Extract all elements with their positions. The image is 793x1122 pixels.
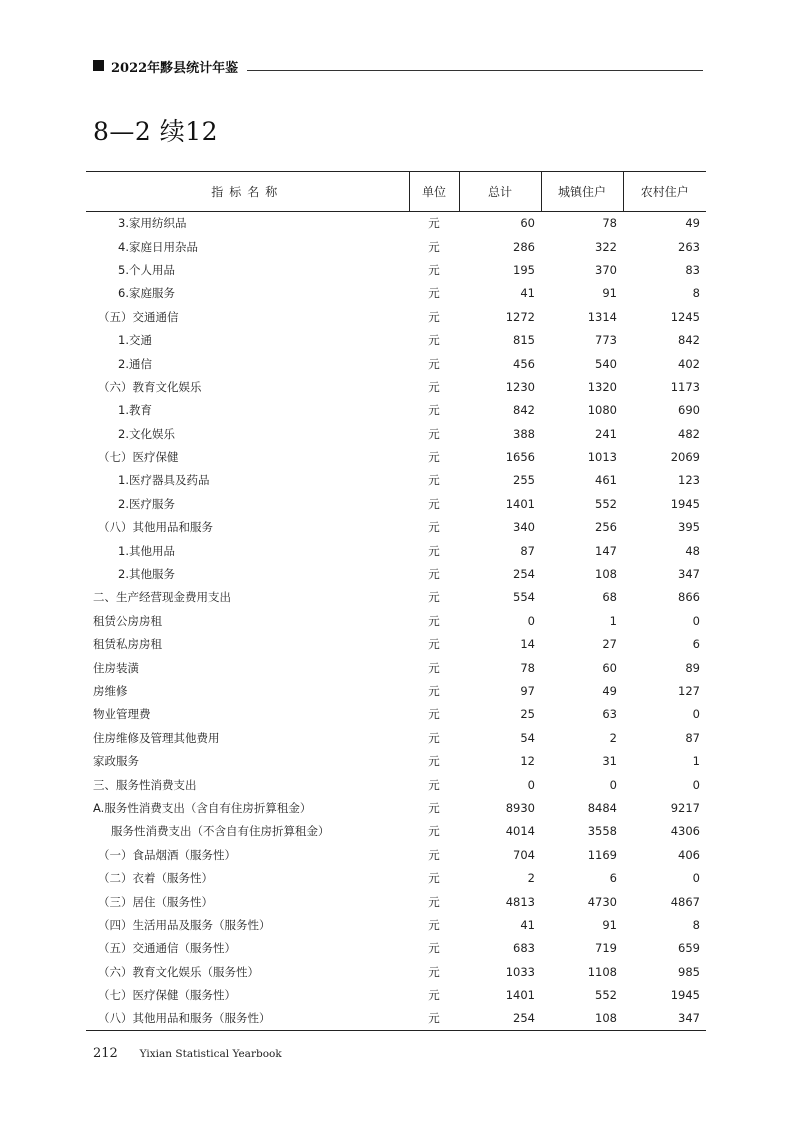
row-unit: 元 <box>428 754 440 769</box>
row-total: 4014 <box>505 824 535 839</box>
row-rural: 48 <box>685 543 700 558</box>
row-total: 340 <box>513 520 535 535</box>
row-total: 14 <box>520 637 535 652</box>
row-name: 2.通信 <box>118 356 152 371</box>
row-name: 1.交通 <box>118 333 152 348</box>
row-urban: 1013 <box>587 450 617 465</box>
row-rural: 347 <box>678 567 700 582</box>
row-unit: 元 <box>428 356 440 371</box>
row-urban: 68 <box>602 590 617 605</box>
table-row <box>86 516 706 539</box>
data-table <box>86 171 706 1031</box>
row-urban: 8484 <box>587 800 617 815</box>
row-total: 286 <box>513 239 535 254</box>
row-urban: 540 <box>595 356 617 371</box>
row-total: 2 <box>527 871 535 886</box>
row-urban: 63 <box>602 707 617 722</box>
row-total: 1656 <box>505 450 535 465</box>
table-title: 8—2 续12 <box>93 117 219 146</box>
row-rural: 1245 <box>670 309 700 324</box>
row-total: 87 <box>520 543 535 558</box>
row-total: 1401 <box>505 496 535 511</box>
row-name: （五）交通通信（服务性） <box>98 941 236 956</box>
row-unit: 元 <box>428 894 440 909</box>
row-urban: 773 <box>595 333 617 348</box>
row-urban: 91 <box>602 917 617 932</box>
row-unit: 元 <box>428 567 440 582</box>
row-total: 0 <box>527 777 535 792</box>
table-row <box>86 492 706 515</box>
table-row <box>86 539 706 562</box>
row-rural: 866 <box>678 590 700 605</box>
table-row <box>86 633 706 656</box>
row-name: 2.文化娱乐 <box>118 426 175 441</box>
table-row <box>86 913 706 936</box>
row-rural: 1 <box>692 754 700 769</box>
row-urban: 147 <box>595 543 617 558</box>
row-unit: 元 <box>428 286 440 301</box>
row-total: 41 <box>520 917 535 932</box>
row-name: （二）衣着（服务性） <box>98 871 213 886</box>
row-unit: 元 <box>428 379 440 394</box>
row-name: 租赁私房房租 <box>93 637 162 652</box>
row-rural: 8 <box>692 917 700 932</box>
row-total: 54 <box>520 730 535 745</box>
table-row <box>86 656 706 679</box>
row-name: （七）医疗保健 <box>98 450 179 465</box>
row-name: 住房装潢 <box>93 660 139 675</box>
row-rural: 49 <box>685 216 700 231</box>
row-rural: 1945 <box>670 496 700 511</box>
row-urban: 552 <box>595 988 617 1003</box>
row-rural: 6 <box>692 637 700 652</box>
table-body <box>86 212 706 1031</box>
row-name: 物业管理费 <box>93 707 151 722</box>
row-name: 1.其他用品 <box>118 543 175 558</box>
row-name: （六）教育文化娱乐 <box>98 379 202 394</box>
row-urban: 0 <box>609 777 617 792</box>
row-total: 0 <box>527 613 535 628</box>
row-rural: 659 <box>678 941 700 956</box>
row-total: 195 <box>513 262 535 277</box>
table-row <box>86 796 706 819</box>
table-row <box>86 890 706 913</box>
row-rural: 1173 <box>670 379 700 394</box>
row-total: 25 <box>520 707 535 722</box>
row-total: 60 <box>520 216 535 231</box>
row-total: 4813 <box>505 894 535 909</box>
row-rural: 406 <box>678 847 700 862</box>
table-row <box>86 375 706 398</box>
row-name: （三）居住（服务性） <box>98 894 213 909</box>
row-name: 4.家庭日用杂品 <box>118 239 198 254</box>
row-urban: 27 <box>602 637 617 652</box>
row-rural: 985 <box>678 964 700 979</box>
row-name: 2.其他服务 <box>118 567 175 582</box>
row-name: 住房维修及管理其他费用 <box>93 730 220 745</box>
row-urban: 3558 <box>587 824 617 839</box>
row-rural: 1945 <box>670 988 700 1003</box>
row-unit: 元 <box>428 216 440 231</box>
row-rural: 4867 <box>670 894 700 909</box>
row-unit: 元 <box>428 941 440 956</box>
row-rural: 2069 <box>670 450 700 465</box>
row-rural: 263 <box>678 239 700 254</box>
row-name: （五）交通通信 <box>98 309 179 324</box>
row-total: 704 <box>513 847 535 862</box>
row-name: （四）生活用品及服务（服务性） <box>98 917 271 932</box>
table-row <box>86 422 706 445</box>
yearbook-title: 2022年黟县统计年鉴 <box>111 61 239 76</box>
row-name: 服务性消费支出（不含自有住房折算租金） <box>111 824 330 839</box>
row-rural: 347 <box>623 1007 706 1030</box>
row-total: 255 <box>513 473 535 488</box>
table-row <box>86 866 706 889</box>
row-unit: 元 <box>428 707 440 722</box>
row-name: 1.医疗器具及药品 <box>118 473 210 488</box>
row-total: 8930 <box>505 800 535 815</box>
row-unit: 元 <box>428 309 440 324</box>
table-row <box>86 960 706 983</box>
column-header-unit: 单位 <box>409 172 459 212</box>
row-urban: 6 <box>609 871 617 886</box>
table-row <box>86 726 706 749</box>
table-row <box>86 445 706 468</box>
row-urban: 552 <box>595 496 617 511</box>
row-name: 二、生产经营现金费用支出 <box>93 590 231 605</box>
row-urban: 91 <box>602 286 617 301</box>
row-urban: 461 <box>595 473 617 488</box>
page-footer <box>93 1046 282 1061</box>
table-row <box>86 609 706 632</box>
row-total: 1033 <box>505 964 535 979</box>
table-row <box>86 586 706 609</box>
row-rural: 8 <box>692 286 700 301</box>
row-unit: 元 <box>428 800 440 815</box>
row-name: 家政服务 <box>93 754 139 769</box>
row-unit: 元 <box>428 262 440 277</box>
column-header-rural: 农村住户 <box>623 172 706 212</box>
row-unit: 元 <box>428 473 440 488</box>
table-row <box>86 749 706 772</box>
row-total: 41 <box>520 286 535 301</box>
table-row <box>86 258 706 281</box>
row-urban: 4730 <box>587 894 617 909</box>
row-name: 5.个人用品 <box>118 262 175 277</box>
row-total: 683 <box>513 941 535 956</box>
row-rural: 842 <box>678 333 700 348</box>
table-row <box>86 562 706 585</box>
row-urban: 31 <box>602 754 617 769</box>
row-total: 388 <box>513 426 535 441</box>
row-rural: 83 <box>685 262 700 277</box>
row-rural: 127 <box>678 684 700 698</box>
table-row <box>86 773 706 796</box>
row-total: 842 <box>513 403 535 418</box>
row-rural: 0 <box>692 871 700 886</box>
row-total: 456 <box>513 356 535 371</box>
row-urban: 1169 <box>587 847 617 862</box>
row-total: 97 <box>520 684 535 698</box>
row-unit: 元 <box>428 871 440 886</box>
table-row <box>86 399 706 422</box>
row-unit: 元 <box>428 660 440 675</box>
page-header <box>93 56 703 76</box>
row-rural: 0 <box>692 777 700 792</box>
table-row <box>86 937 706 960</box>
row-total: 254 <box>459 1007 541 1030</box>
row-urban: 322 <box>595 239 617 254</box>
row-unit: 元 <box>428 847 440 862</box>
row-unit: 元 <box>428 730 440 745</box>
square-bullet-icon <box>93 60 104 71</box>
row-unit: 元 <box>428 777 440 792</box>
table-row <box>86 212 706 235</box>
row-rural: 0 <box>692 613 700 628</box>
row-urban: 78 <box>602 216 617 231</box>
table-row <box>86 843 706 866</box>
row-name: （八）其他用品和服务 <box>98 520 213 535</box>
row-rural: 0 <box>692 707 700 722</box>
row-name: （一）食品烟酒（服务性） <box>98 847 236 862</box>
row-urban: 719 <box>595 941 617 956</box>
book-name: Yixian Statistical Yearbook <box>139 1048 282 1060</box>
row-unit: 元 <box>409 1007 459 1030</box>
row-name: （六）教育文化娱乐（服务性） <box>98 964 259 979</box>
row-unit: 元 <box>428 824 440 839</box>
row-name: 6.家庭服务 <box>118 286 175 301</box>
row-urban: 256 <box>595 520 617 535</box>
row-rural: 4306 <box>670 824 700 839</box>
table-row <box>86 235 706 258</box>
row-total: 1401 <box>505 988 535 1003</box>
row-unit: 元 <box>428 613 440 628</box>
row-unit: 元 <box>428 333 440 348</box>
column-header-total: 总计 <box>459 172 541 212</box>
table-row <box>86 469 706 492</box>
table-row <box>86 703 706 726</box>
row-rural: 87 <box>685 730 700 745</box>
row-urban: 1314 <box>587 309 617 324</box>
table-row <box>86 328 706 351</box>
column-header-name: 指标名称 <box>86 172 409 212</box>
row-unit: 元 <box>428 917 440 932</box>
row-rural: 9217 <box>670 800 700 815</box>
row-unit: 元 <box>428 684 440 698</box>
row-name: （八）其他用品和服务（服务性） <box>86 1007 409 1030</box>
row-urban: 1 <box>609 613 617 628</box>
row-urban: 1108 <box>587 964 617 979</box>
row-total: 12 <box>520 754 535 769</box>
row-urban: 2 <box>609 730 617 745</box>
row-unit: 元 <box>428 590 440 605</box>
row-unit: 元 <box>428 637 440 652</box>
row-name: A.服务性消费支出（含自有住房折算租金） <box>93 800 312 815</box>
row-name: （七）医疗保健（服务性） <box>98 988 236 1003</box>
row-name: 租赁公房房租 <box>93 613 162 628</box>
row-urban: 108 <box>595 567 617 582</box>
table-row <box>86 305 706 328</box>
row-rural: 395 <box>678 520 700 535</box>
row-name: 三、服务性消费支出 <box>93 777 197 792</box>
row-unit: 元 <box>428 964 440 979</box>
row-rural: 402 <box>678 356 700 371</box>
row-unit: 元 <box>428 520 440 535</box>
row-unit: 元 <box>428 450 440 465</box>
row-total: 254 <box>513 567 535 582</box>
row-unit: 元 <box>428 496 440 511</box>
row-unit: 元 <box>428 988 440 1003</box>
row-name: 房维修 <box>93 684 128 698</box>
table-row <box>86 1007 706 1030</box>
row-unit: 元 <box>428 403 440 418</box>
row-urban: 1320 <box>587 379 617 394</box>
page-number: 212 <box>93 1046 118 1061</box>
table-row <box>86 679 706 702</box>
row-unit: 元 <box>428 239 440 254</box>
row-urban: 1080 <box>587 403 617 418</box>
table-header-row <box>86 172 706 212</box>
row-rural: 89 <box>685 660 700 675</box>
table-row <box>86 820 706 843</box>
row-rural: 690 <box>678 403 700 418</box>
table-row <box>86 983 706 1006</box>
row-total: 1230 <box>505 379 535 394</box>
row-total: 815 <box>513 333 535 348</box>
row-total: 1272 <box>505 309 535 324</box>
row-urban: 49 <box>602 684 617 698</box>
row-name: 3.家用纺织品 <box>118 216 187 231</box>
table-row <box>86 282 706 305</box>
row-name: 1.教育 <box>118 403 152 418</box>
row-rural: 123 <box>678 473 700 488</box>
row-unit: 元 <box>428 426 440 441</box>
row-total: 78 <box>520 660 535 675</box>
row-name: 2.医疗服务 <box>118 496 175 511</box>
header-rule <box>247 70 703 71</box>
table-row <box>86 352 706 375</box>
row-rural: 482 <box>678 426 700 441</box>
row-urban: 60 <box>602 660 617 675</box>
column-header-urban: 城镇住户 <box>541 172 623 212</box>
row-urban: 370 <box>595 262 617 277</box>
row-total: 554 <box>513 590 535 605</box>
row-urban: 108 <box>541 1007 623 1030</box>
row-urban: 241 <box>595 426 617 441</box>
row-unit: 元 <box>428 543 440 558</box>
